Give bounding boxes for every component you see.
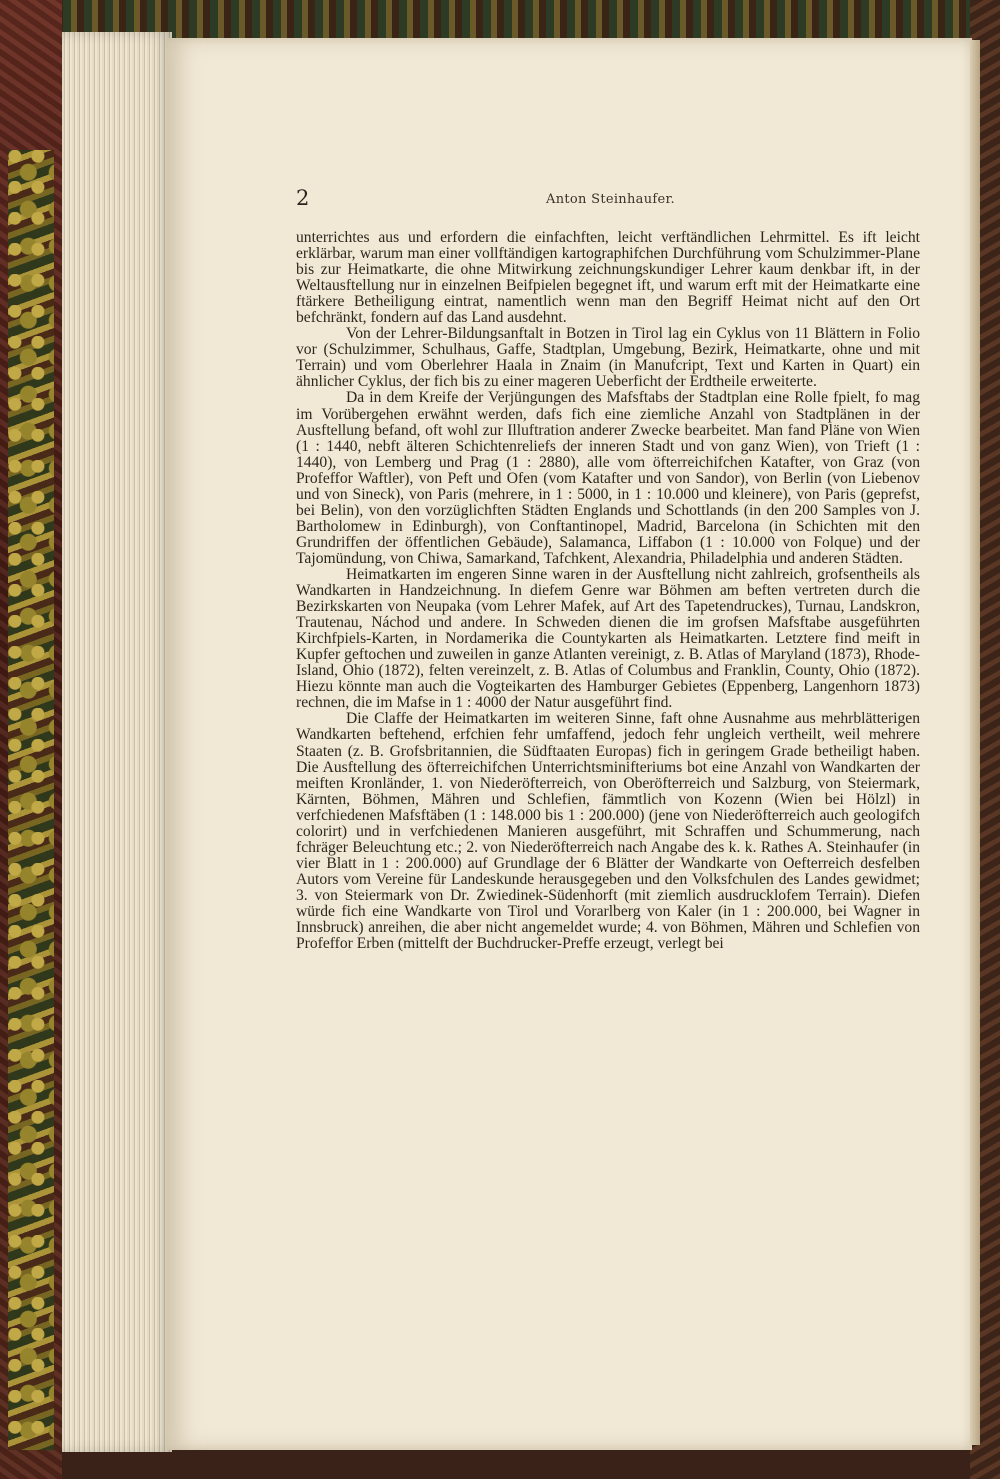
page-header [296, 186, 920, 218]
paragraph: Die Claffe der Heimatkarten im weiteren Sinne, faft ohne Ausnahme aus mehrblätterigen Wandkarten beftehend, erfchien fehr umfaffend, jedoch fehr ungleich vertheilt, weil mehrere Staaten (z. B. Grofsbritannien, die Südftaaten Europas) fich in geringem Grade betheiligt haben. Die Ausftellung des öfterreichifchen Unterrichtsminifteriums bot eine Anzahl von Wandkarten der meiften Kronländer, 1. von Niederöfterreich, von Oberöfterreich und Salzburg, von Steiermark, Kärnten, Böhmen, Mähren und Schlefien, fämmtlich von Kozenn (Wien bei Hölzl) in verfchiedenen Mafsftäben (1 : 148.000 bis 1 : 200.000) (jene von Niederöfterreich auch geologifch colorirt) und in verfchiedenen Manieren ausgeführt, mit Schraffen und Schummerung, nach fchräger Beleuchtung etc.; 2. von Niederöfterreich nach Angabe des k. k. Rathes A. Steinhaufer (in vier Blatt in 1 : 200.000) auf Grundlage der 6 Blätter der Wandkarte von Oefterreich desfelben Autors vom Vereine für Landeskunde herausgegeben und den Volksfchulen des Landes gewidmet; 3. von Steiermark von Dr. Zwiedinek-Südenhorft (mit ziemlich ausdrucklofem Terrain). Diefen würde fich eine Wandkarte von Tirol und Vorarlberg von Kaler (in 1 : 200.000, bei Wagner in Innsbruck) anreihen, die aber nicht angemeldet wurde; 4. von Böhmen, Mähren und Schlefien von Profeffor Erben (mittelft der Buchdrucker-Preffe erzeugt, verlegt bei [296, 710, 920, 953]
body-text [296, 230, 920, 952]
page-edges [62, 32, 172, 1452]
running-head: Anton Steinhaufer. [546, 192, 675, 207]
page-right-edge [970, 40, 980, 1445]
page-number: 2 [296, 186, 310, 210]
paragraph: Heimatkarten im engeren Sinne waren in der Ausftellung nicht zahlreich, grofsentheils als Wandkarten in Handzeichnung. In diefem Genre war Böhmen am beften vertreten durch die Bezirkskarten von Neupaka (vom Lehrer Mafek, auf Art des Tapetendruckes), Turnau, Landskron, Trautenau, Náchod und andere. In Schweden dienen die im grofsen Mafsftabe ausgeführten Kirchfpiels-Karten, in Nordamerika die Countykarten als Heimatkarten. Letztere find meift in Kupfer geftochen und zuweilen in ganze Atlanten vereinigt, z. B. Atlas of Maryland (1873), Rhode-Island, Ohio (1872), felten vereinzelt, z. B. Atlas of Columbus and Franklin, County, Ohio (1872). Hiezu könnte man auch die Vogteikarten des Hamburger Gebietes (Eppenberg, Langenhorn 1873) rechnen, die im Mafse in 1 : 4000 der Natur ausgeführt find. [296, 565, 920, 712]
marbled-endpaper [8, 150, 54, 1450]
paragraph: unterrichtes aus und erfordern die einfachften, leicht verftändlichen Lehrmittel. Es ift leicht erklärbar, warum man einer vollftändigen kartographifchen Durchführung vom Schulzimmer-Plane bis zur Heimatkarte, die ohne Mitwirkung zeichnungskundiger Lehrer kaum denkbar ift, in der Weltausftellung nur in einzelnen Beifpielen begegnet ift, und warum erft mit der Heimatkarte eine ftärkere Betheiligung eintrat, namentlich wenn man den Begriff Heimat nicht auf den Ort befchränkt, fondern auf das Land ausdehnt. [296, 229, 920, 327]
paragraph: Von der Lehrer-Bildungsanftalt in Botzen in Tirol lag ein Cyklus von 11 Blättern in Folio vor (Schulzimmer, Schulhaus, Gaffe, Stadtplan, Umgebung, Bezirk, Heimatkarte, ohne und mit Terrain) und vom Oberlehrer Haala in Znaim (in Manufcript, Text und Karten in Quart) ein ähnlicher Cyklus, der fich bis zu einer mageren Ueberficht der Erdtheile erweiterte. [296, 325, 920, 391]
paragraph: Da in dem Kreife der Verjüngungen des Mafsftabs der Stadtplan eine Rolle fpielt, fo mag im Vorübergehen erwähnt werden, dafs fich eine ziemliche Anzahl von Stadtplänen in der Ausftellung befand, oft wohl zur Illuftration anderer Zwecke bearbeitet. Man fand Pläne von Wien (1 : 1440, nebft älteren Schichtenreliefs der inneren Stadt und von ganz Wien), von Trieft (1 : 1440), von Lemberg und Prag (1 : 2880), alle vom öfterreichifchen Katafter, von Graz (von Profeffor Waftler), von Peft und Ofen (vom Katafter und von Sandor), von Berlin (von Liebenov und von Sineck), von Paris (mehrere, in 1 : 5000, in 1 : 10.000 und kleinere), von Paris (geprefst, bei Belin), von den vorzüglichften Städten Englands und Schottlands (in den 200 Samples von J. Bartholomew in Edinburgh), von Conftantinopel, Madrid, Barcelona (in Schichten mit den Grundriffen der öffentlichen Gebäude), Salamanca, Liffabon (1 : 10.000 von Folque) und der Tajomündung, von Chiwa, Samarkand, Tafchkent, Alexandria, Philadelphia und anderen Städten. [296, 389, 920, 567]
